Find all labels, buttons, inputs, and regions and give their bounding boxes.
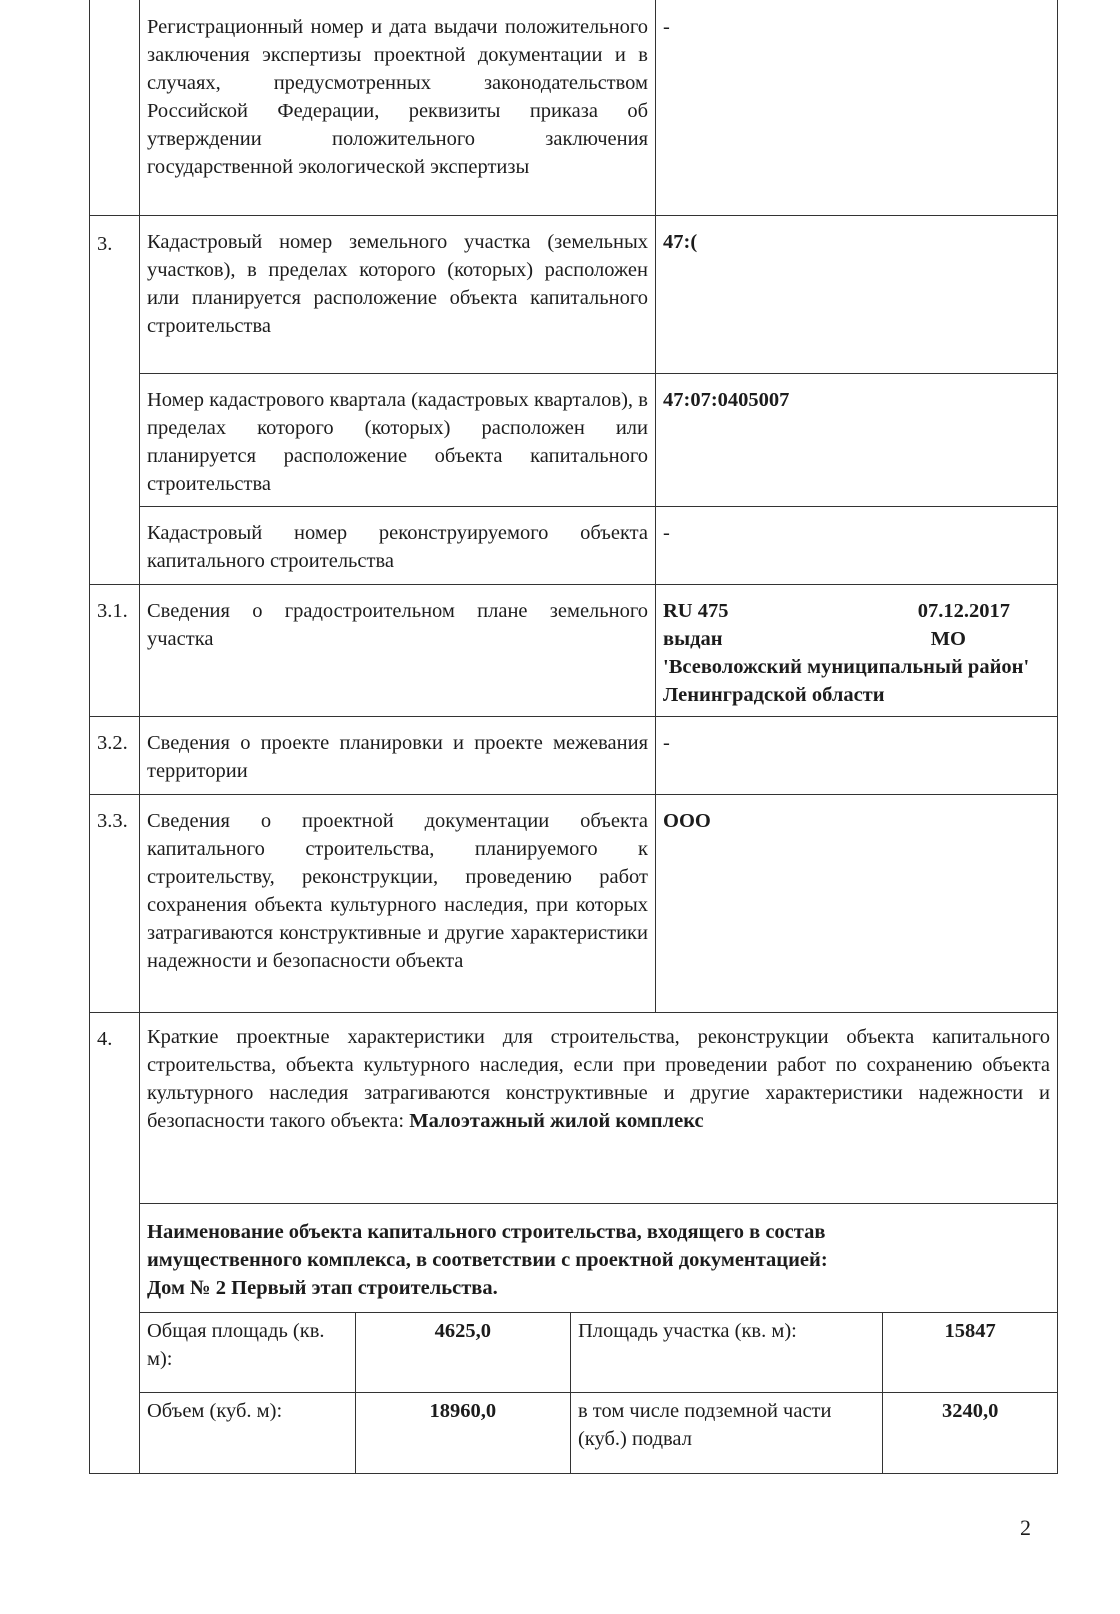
expertise-value: - xyxy=(656,0,1058,216)
plot-area-value: 15847 xyxy=(883,1313,1057,1393)
specs-row xyxy=(140,1313,1057,1393)
cadastral-reconstructed-label: Кадастровый номер реконструируемого объекта капитального строительства xyxy=(140,507,656,585)
characteristics-text: Краткие проектные характеристики для строительства, реконструкции объекта капитального строительства, объекта культурного наследия, если при проведении работ по сохранению объекта культурного наследия затрагиваются конструктивные и другие характеристики надежности и безопасности такого объекта: Малоэтажный жилой комплекс xyxy=(140,1013,1057,1204)
expertise-label: Регистрационный номер и дата выдачи положительного заключения экспертизы проектной документации и в случаях, предусмотренных законодательством Российской Федерации, реквизиты приказа об утверждении положительного заключения государственной экологической экспертизы xyxy=(140,0,656,216)
gpzu-number: RU 475 xyxy=(663,600,729,622)
object-name-heading: Наименование объекта капитального строительства, входящего в состав имущественного комплекса, в соответствии с проектной документацией: xyxy=(147,1221,828,1271)
table-row-3-3 xyxy=(90,795,1058,1013)
table-row-3-2 xyxy=(90,717,1058,795)
table-row-expertise xyxy=(90,0,1058,216)
specs-table xyxy=(140,1312,1057,1473)
gpzu-issuer-mo: МО xyxy=(930,628,966,650)
planning-label: Сведения о проекте планировки и проекте межевания территории xyxy=(140,717,656,795)
cadastral-quarter-label: Номер кадастрового квартала (кадастровых кварталов), в пределах которого (которых) расположен или планируется расположение объекта капитального строительства xyxy=(140,374,656,507)
object-type: Малоэтажный жилой комплекс xyxy=(409,1110,704,1132)
table-row-3-1 xyxy=(90,585,1058,717)
object-name: Дом № 2 Первый этап строительства. xyxy=(147,1277,498,1299)
project-docs-label: Сведения о проектной документации объекта капитального строительства, планируемого к строительству, реконструкции, проведению работ сохранения объекта культурного наследия, при которых затрагиваются конструктивные и другие характеристики надежности и безопасности объекта xyxy=(140,795,656,1013)
cadastral-land-value: 47:( xyxy=(656,216,1058,374)
volume-value: 18960,0 xyxy=(355,1393,570,1473)
planning-value: - xyxy=(656,717,1058,795)
gpzu-issued: выдан xyxy=(663,628,723,650)
row-number: 3.2. xyxy=(90,717,140,795)
underground-volume-value: 3240,0 xyxy=(883,1393,1057,1473)
total-area-label: Общая площадь (кв. м): xyxy=(140,1313,355,1393)
gpzu-date: 07.12.2017 xyxy=(917,600,1010,622)
cadastral-quarter-value: 47:07:0405007 xyxy=(656,374,1058,507)
object-name-block xyxy=(140,1204,1057,1312)
cadastral-land-label: Кадастровый номер земельного участка (земельных участков), в пределах которого (которых) расположен или планируется расположение объекта капитального строительства xyxy=(140,216,656,374)
table-row-cadastral-quarter xyxy=(90,374,1058,507)
gpzu-issuer: 'Всеволожский муниципальный район' Ленинградской области xyxy=(663,656,1030,706)
row-number: 4. xyxy=(90,1013,140,1474)
table-row-cadastral-land xyxy=(90,216,1058,374)
table-row-cadastral-reconstructed xyxy=(90,507,1058,585)
underground-volume-label: в том числе подземной части (куб.) подвал xyxy=(570,1393,882,1473)
characteristics-cell xyxy=(140,1013,1058,1474)
cadastral-reconstructed-value: - xyxy=(656,507,1058,585)
row-number: 3. xyxy=(90,216,140,585)
volume-label: Объем (куб. м): xyxy=(140,1393,355,1473)
project-docs-value: ООО xyxy=(656,795,1058,1013)
page-number: 2 xyxy=(1020,1515,1031,1540)
row-number: 3.1. xyxy=(90,585,140,717)
total-area-value: 4625,0 xyxy=(355,1313,570,1393)
table-row-4 xyxy=(90,1013,1058,1474)
gpzu-label: Сведения о градостроительном плане земельного участка xyxy=(140,585,656,717)
gpzu-value xyxy=(656,585,1058,717)
row-number: 3.3. xyxy=(90,795,140,1013)
plot-area-label: Площадь участка (кв. м): xyxy=(570,1313,882,1393)
specs-row xyxy=(140,1393,1057,1473)
row-number-cell xyxy=(90,0,140,216)
permit-table xyxy=(89,0,1058,1474)
